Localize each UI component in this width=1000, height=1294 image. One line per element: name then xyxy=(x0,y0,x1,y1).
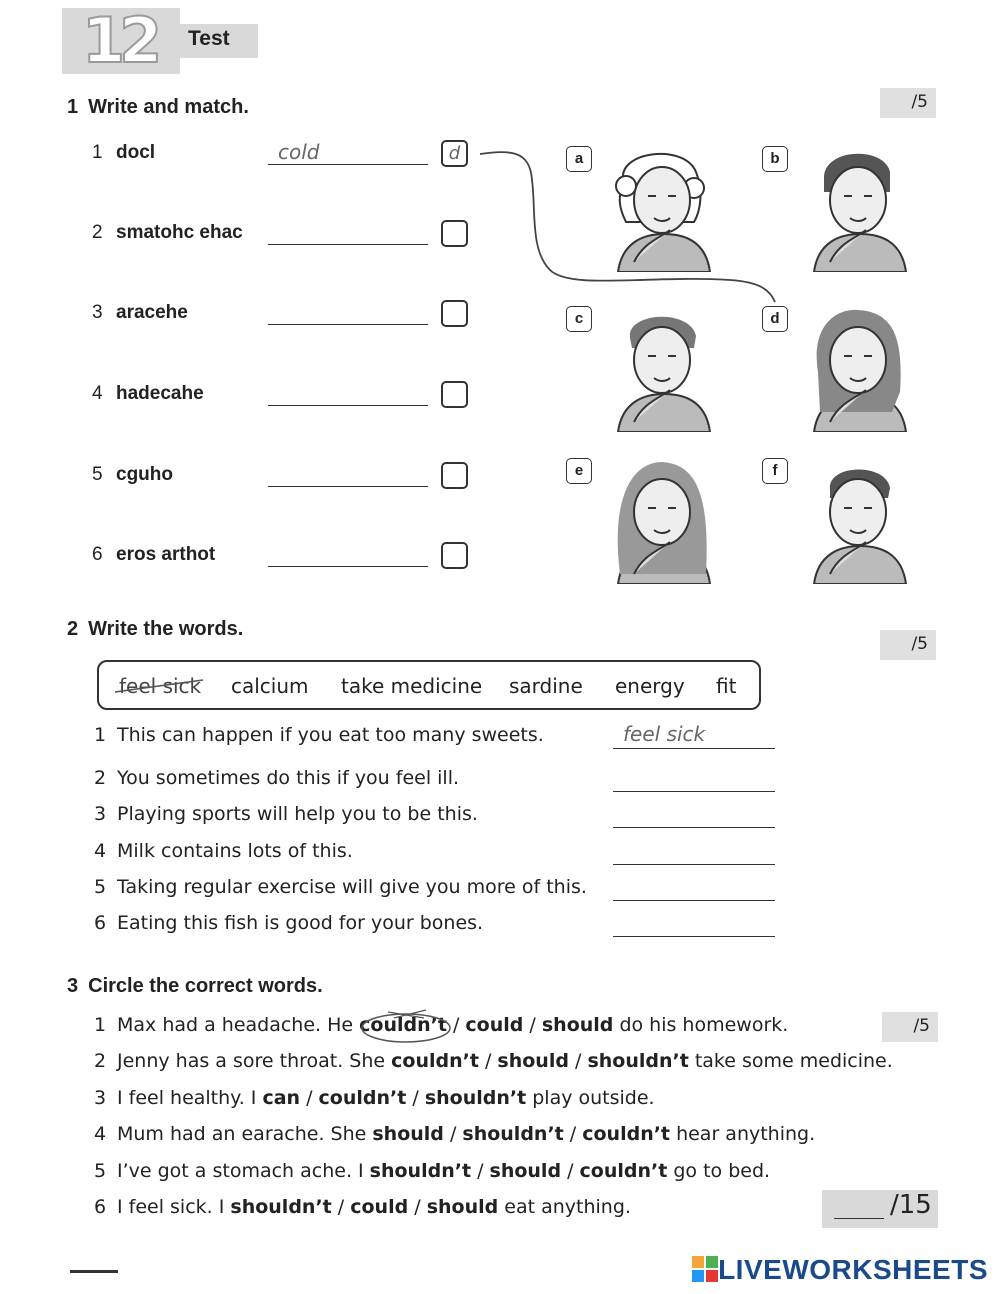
s3-option[interactable]: couldn’t xyxy=(579,1160,668,1182)
s1-answer-field[interactable] xyxy=(268,383,428,406)
s3-item-num: 3 xyxy=(94,1087,107,1109)
s3-option[interactable]: shouldn’t xyxy=(462,1123,564,1145)
s2-item-num: 3 xyxy=(94,803,107,825)
s2-item-num: 1 xyxy=(94,724,107,746)
s2-sentence: Milk contains lots of this. xyxy=(117,840,353,862)
s1-letter-box[interactable] xyxy=(441,542,468,569)
s1-item-num: 2 xyxy=(92,222,103,243)
s3-sentence-start: Jenny has a sore throat. She xyxy=(117,1050,392,1072)
s1-scrambled-word: cguho xyxy=(116,464,173,485)
picture-label: d xyxy=(762,306,788,332)
s1-answer-text: cold xyxy=(278,140,320,164)
s3-sentence: I’ve got a stomach ache. I shouldn’t / should / couldn’t go to bed. xyxy=(117,1160,771,1182)
picture-label: c xyxy=(566,306,592,332)
s1-item-num: 5 xyxy=(92,464,103,485)
section1-title: 1 Write and match. xyxy=(67,96,249,118)
s1-letter-box[interactable] xyxy=(441,300,468,327)
picture-label: e xyxy=(566,458,592,484)
wordbox-word: fit xyxy=(716,674,737,698)
s3-option[interactable]: couldn’t xyxy=(318,1087,407,1109)
s2-answer-field[interactable] xyxy=(613,842,775,865)
picture-label: b xyxy=(762,146,788,172)
s1-item-num: 1 xyxy=(92,142,103,163)
s2-sentence: Eating this fish is good for your bones. xyxy=(117,912,484,934)
section3-title: 3 Circle the correct words. xyxy=(67,975,323,997)
s2-sentence: You sometimes do this if you feel ill. xyxy=(117,767,460,789)
s2-sentence: Taking regular exercise will give you more of this. xyxy=(117,876,587,898)
wordbox-word: sardine xyxy=(509,674,583,698)
footer-brand: LIVEWORKSHEETS xyxy=(718,1254,988,1285)
s1-answer-field[interactable] xyxy=(268,222,428,245)
s3-item-num: 5 xyxy=(94,1160,107,1182)
s3-sentence: Max had a headache. He couldn’t / could / should do his homework. xyxy=(117,1014,789,1036)
s1-item-num: 6 xyxy=(92,544,103,565)
s3-option[interactable]: couldn’t xyxy=(391,1050,479,1072)
unit-number: 12 xyxy=(82,4,157,77)
s1-letter-box[interactable] xyxy=(441,220,468,247)
s2-sentence: Playing sports will help you to be this. xyxy=(117,803,478,825)
s3-option[interactable]: shouldn’t xyxy=(230,1196,332,1218)
wordbox-word: feel sick xyxy=(119,674,202,698)
s3-sentence-start: I’ve got a stomach ache. I xyxy=(117,1160,370,1182)
s1-scrambled-word: eros arthot xyxy=(116,544,216,565)
s2-item-num: 6 xyxy=(94,912,107,934)
s1-scrambled-word: smatohc ehac xyxy=(116,222,243,243)
wordbox-word: calcium xyxy=(231,674,309,698)
wordbox-word: energy xyxy=(615,674,685,698)
s3-option[interactable]: should xyxy=(497,1050,569,1072)
answer-circle xyxy=(358,1004,454,1046)
s3-sentence-start: Max had a headache. He xyxy=(117,1014,360,1036)
wordbox-word: take medicine xyxy=(341,674,483,698)
s3-item-num: 4 xyxy=(94,1123,107,1145)
s3-option[interactable]: couldn’t xyxy=(359,1014,447,1036)
s1-letter-box[interactable] xyxy=(441,381,468,408)
s2-answer-field[interactable] xyxy=(613,878,775,901)
s2-item-num: 2 xyxy=(94,767,107,789)
picture-label: f xyxy=(762,458,788,484)
s2-answer-field[interactable] xyxy=(613,805,775,828)
s1-scrambled-word: docl xyxy=(116,142,156,163)
total-score: /15 xyxy=(890,1190,932,1220)
s1-scrambled-word: hadecahe xyxy=(116,383,204,404)
s2-answer-text: feel sick xyxy=(623,722,706,746)
s3-item-num: 6 xyxy=(94,1196,107,1218)
s1-scrambled-word: aracehe xyxy=(116,302,188,323)
s1-letter-box[interactable]: d xyxy=(441,140,468,167)
s3-sentence-start: Mum had an earache. She xyxy=(117,1123,373,1145)
section3-score: /5 xyxy=(882,1012,938,1042)
s3-option[interactable]: should xyxy=(426,1196,499,1218)
stomach-ache-boy-icon xyxy=(790,454,930,588)
s3-sentence-end: hear anything. xyxy=(670,1123,816,1145)
s1-answer-field[interactable] xyxy=(268,544,428,567)
s2-answer-field[interactable] xyxy=(613,914,775,937)
s3-option[interactable]: couldn’t xyxy=(582,1123,671,1145)
s3-item-num: 1 xyxy=(94,1014,107,1036)
s3-option[interactable]: shouldn’t xyxy=(587,1050,689,1072)
s2-sentence: This can happen if you eat too many sweets. xyxy=(117,724,544,746)
total-answer-line[interactable] xyxy=(834,1218,884,1219)
s2-answer-field[interactable] xyxy=(613,769,775,792)
earache-boy-icon xyxy=(790,142,930,276)
s3-item-num: 2 xyxy=(94,1050,107,1072)
s1-answer-field[interactable] xyxy=(268,142,428,165)
s3-option[interactable]: shouldn’t xyxy=(424,1087,527,1109)
s2-item-num: 4 xyxy=(94,840,107,862)
s3-sentence-start: I feel healthy. I xyxy=(117,1087,263,1109)
s3-sentence: Jenny has a sore throat. She couldn’t / should / shouldn’t take some medicine. xyxy=(117,1050,893,1072)
s1-item-num: 3 xyxy=(92,302,103,323)
s3-sentence-start: I feel sick. I xyxy=(117,1196,231,1218)
s3-sentence: Mum had an earache. She should / shouldn’t / couldn’t hear anything. xyxy=(117,1123,816,1145)
s1-item-num: 4 xyxy=(92,383,103,404)
s3-sentence-end: go to bed. xyxy=(667,1160,771,1182)
s3-sentence-end: play outside. xyxy=(526,1087,655,1109)
s3-sentence: I feel sick. I shouldn’t / could / should eat anything. xyxy=(117,1196,631,1218)
section2-title: 2 Write the words. xyxy=(67,618,244,640)
s1-answer-field[interactable] xyxy=(268,464,428,487)
s3-option[interactable]: should xyxy=(489,1160,562,1182)
section1-score: /5 xyxy=(880,88,936,118)
liveworksheets-logo-icon xyxy=(692,1256,718,1282)
picture-label: a xyxy=(566,146,592,172)
s3-option[interactable]: can xyxy=(262,1087,301,1109)
s3-option[interactable]: could xyxy=(465,1014,524,1036)
s3-sentence-end: take some medicine. xyxy=(688,1050,893,1072)
cold-girl-tissue-icon xyxy=(790,302,930,436)
s3-option[interactable]: should xyxy=(541,1014,614,1036)
headache-girl-icon xyxy=(594,454,734,588)
s3-sentence-end: do his homework. xyxy=(613,1014,789,1036)
sore-throat-boy-icon xyxy=(594,302,734,436)
s3-option[interactable]: shouldn’t xyxy=(369,1160,472,1182)
word-box xyxy=(97,660,761,710)
unit-title: Test xyxy=(188,27,230,50)
s3-sentence: I feel healthy. I can / couldn’t / shouldn’t play outside. xyxy=(117,1087,655,1109)
s3-sentence-end: eat anything. xyxy=(498,1196,631,1218)
strikethrough-mark xyxy=(113,676,205,698)
s1-answer-field[interactable] xyxy=(268,302,428,325)
s1-letter-box[interactable] xyxy=(441,462,468,489)
s3-option[interactable]: could xyxy=(350,1196,409,1218)
footer-dash xyxy=(70,1270,118,1273)
s3-option[interactable]: should xyxy=(372,1123,444,1145)
section2-score: /5 xyxy=(880,630,936,660)
s2-answer-field[interactable] xyxy=(613,722,775,749)
sneezing-girl-icon xyxy=(594,142,734,276)
s2-item-num: 5 xyxy=(94,876,107,898)
